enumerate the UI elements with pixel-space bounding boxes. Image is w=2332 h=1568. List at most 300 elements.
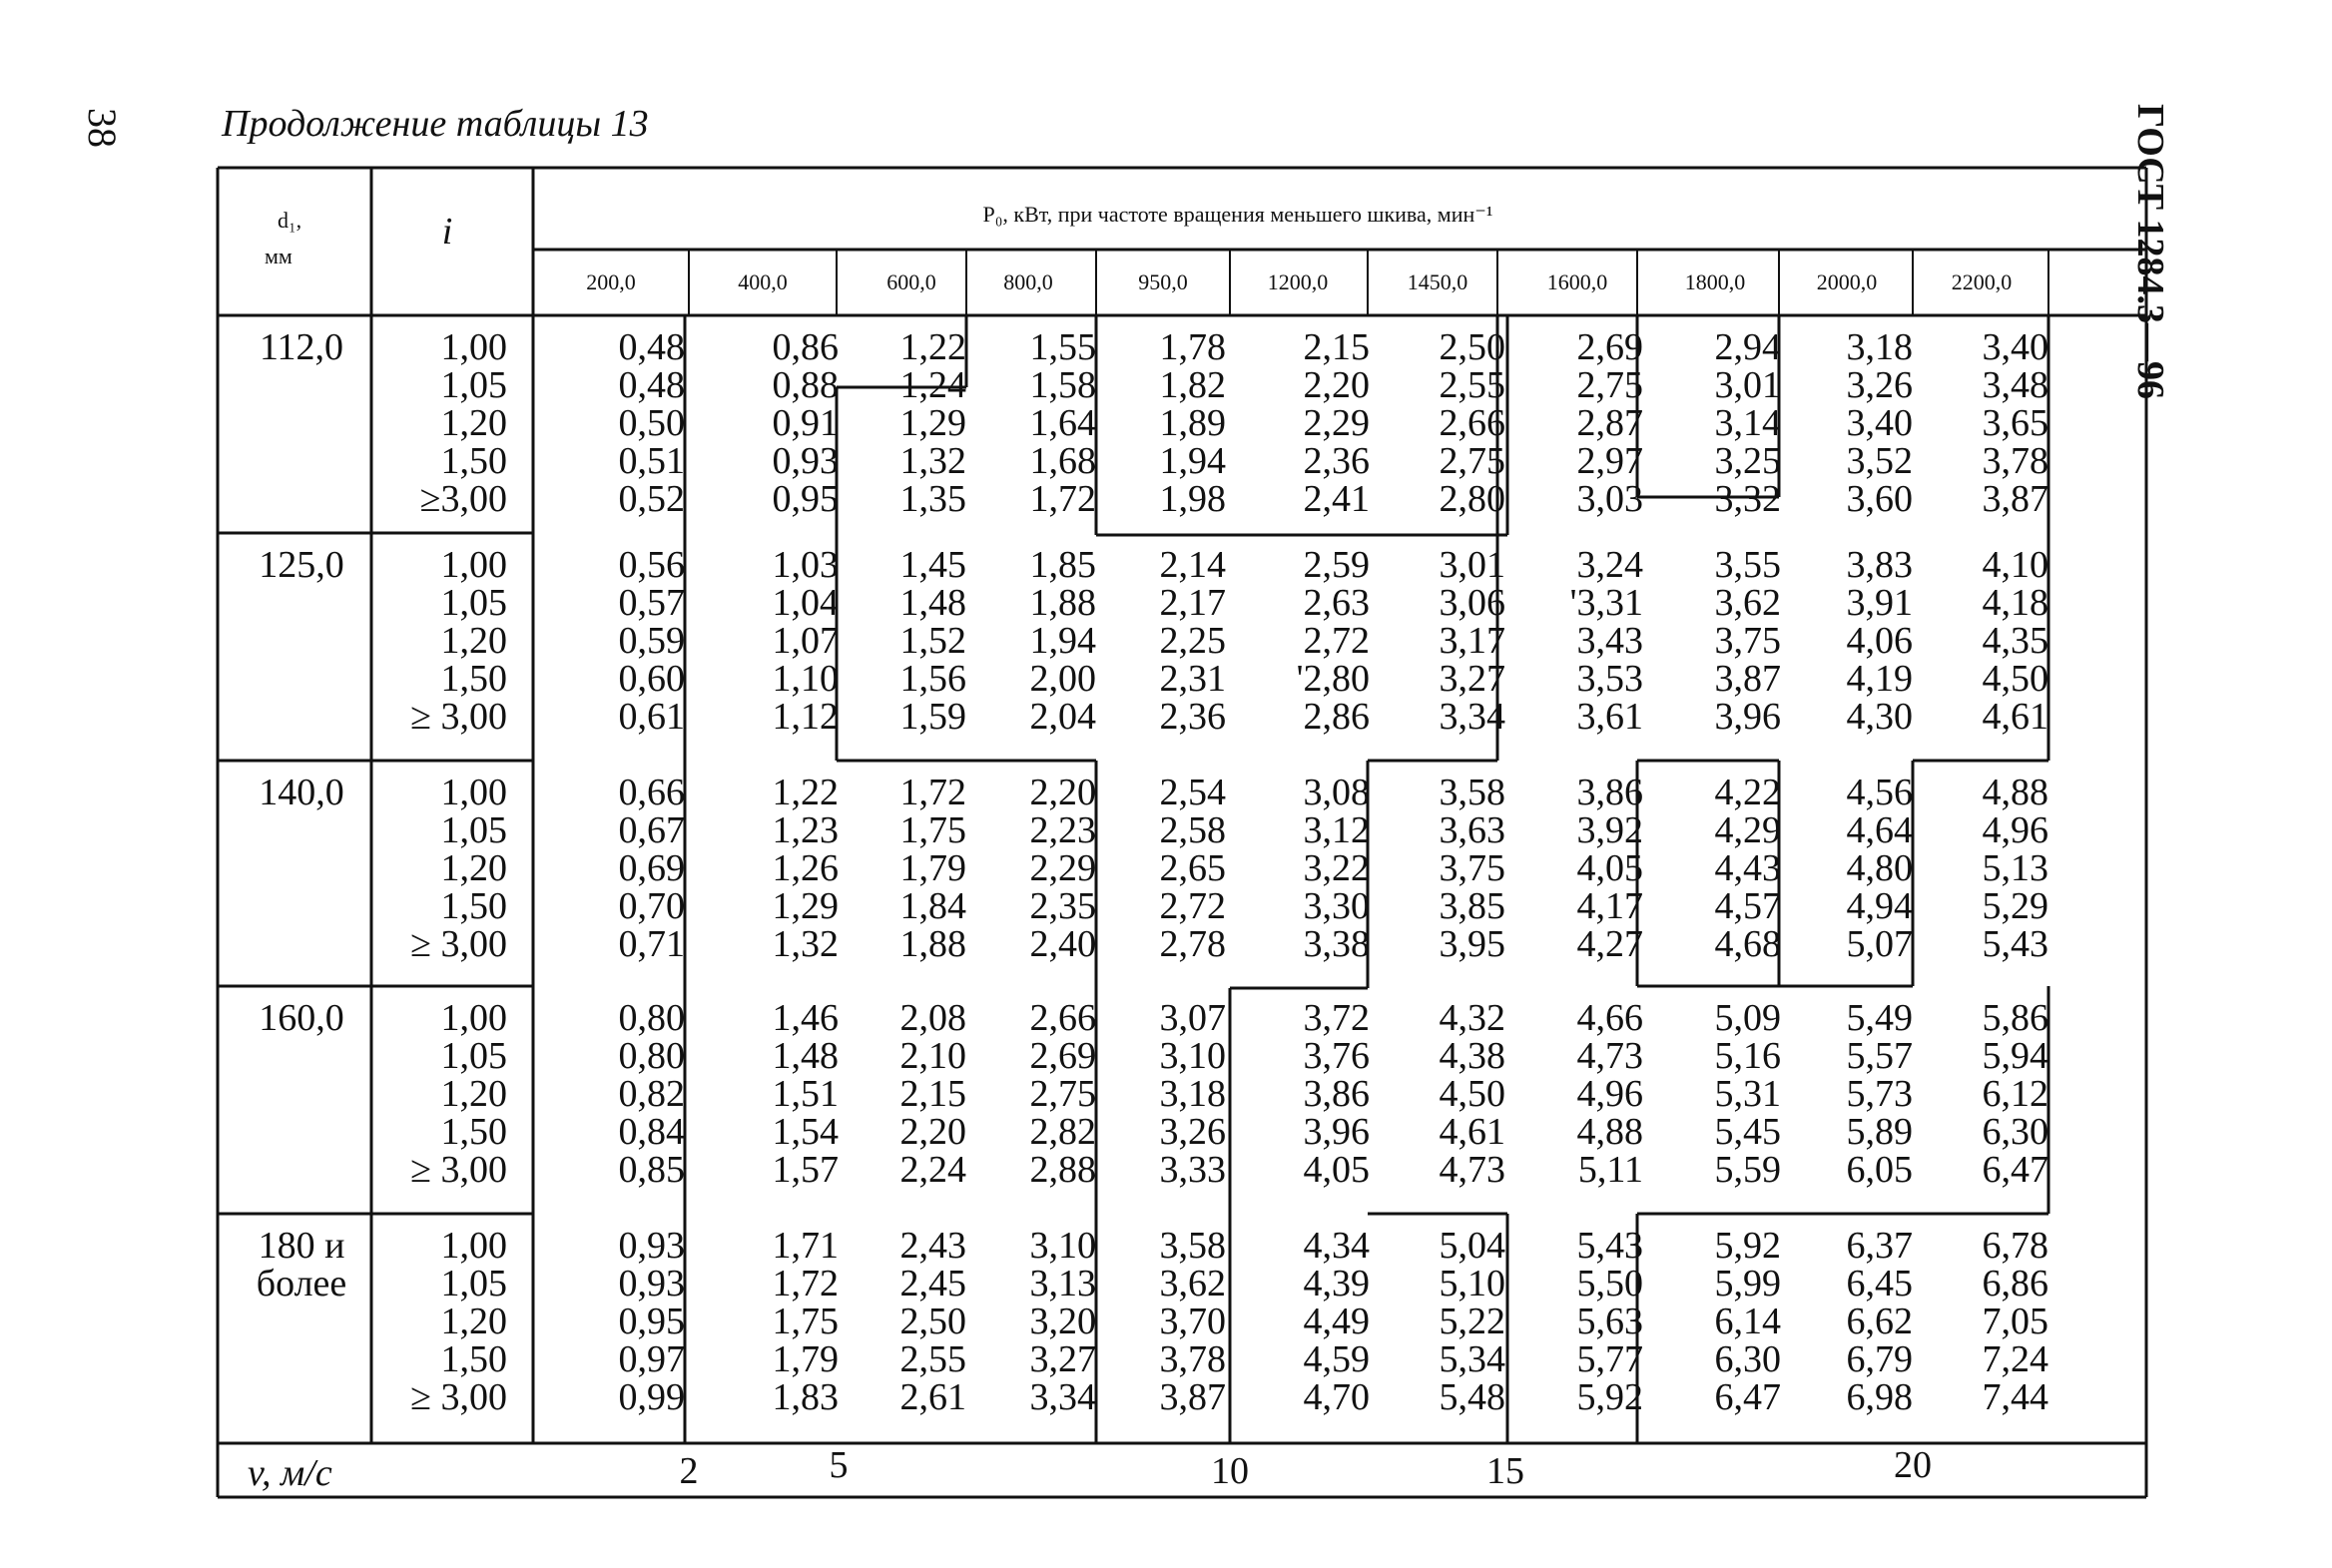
power-value: 3,12 [1303, 809, 1370, 851]
power-value: 3,25 [1714, 440, 1781, 482]
ratio-value: ≥ 3,00 [410, 923, 507, 965]
power-value: 2,20 [1029, 772, 1096, 813]
power-value: 1,45 [899, 544, 966, 586]
power-value: 0,50 [618, 402, 685, 444]
power-value: 1,72 [1029, 478, 1096, 520]
power-value: 4,96 [1576, 1073, 1643, 1115]
power-value: 1,07 [772, 620, 839, 662]
power-value: 4,06 [1846, 620, 1913, 662]
power-value: 6,79 [1846, 1338, 1913, 1380]
power-value: 1,35 [899, 478, 966, 520]
power-value: 2,15 [899, 1073, 966, 1115]
power-value: 0,91 [772, 402, 839, 444]
power-value: 1,84 [899, 885, 966, 927]
power-value: 0,56 [618, 544, 685, 586]
power-value: 3,10 [1159, 1035, 1226, 1077]
power-value: 4,64 [1846, 809, 1913, 851]
power-value: 2,87 [1576, 402, 1643, 444]
power-value: 5,99 [1714, 1263, 1781, 1305]
power-value: 3,18 [1159, 1073, 1226, 1115]
velocity-mark: 5 [829, 1444, 849, 1486]
power-value: 3,48 [1982, 364, 2048, 406]
power-value: 2,82 [1029, 1111, 1096, 1153]
power-value: 2,55 [1439, 364, 1505, 406]
power-value: 0,95 [618, 1301, 685, 1342]
power-value: 1,54 [772, 1111, 839, 1153]
power-value: 5,89 [1846, 1111, 1913, 1153]
speed-header-cell: 400,0 [738, 269, 788, 294]
page-number: 38 [80, 108, 125, 148]
ratio-value: ≥3,00 [419, 478, 507, 520]
power-value: 5,09 [1714, 997, 1781, 1039]
power-value: 4,73 [1576, 1035, 1643, 1077]
power-value: 3,20 [1029, 1301, 1096, 1342]
power-value: 1,83 [772, 1376, 839, 1418]
power-value: 1,55 [1029, 326, 1096, 368]
ratio-value: 1,50 [440, 1111, 507, 1153]
power-value: 3,34 [1439, 696, 1505, 738]
ratio-value: 1,20 [440, 847, 507, 889]
power-value: 3,10 [1029, 1225, 1096, 1267]
power-value: 0,93 [618, 1263, 685, 1305]
power-value: 5,13 [1982, 847, 2048, 889]
power-value: 0,80 [618, 997, 685, 1039]
ratio-value: 1,50 [440, 658, 507, 700]
power-value: 3,30 [1303, 885, 1370, 927]
power-value: 3,24 [1576, 544, 1643, 586]
power-value: 1,75 [899, 809, 966, 851]
power-value: 1,04 [772, 582, 839, 624]
power-value: 4,34 [1303, 1225, 1370, 1267]
power-value: 2,20 [899, 1111, 966, 1153]
power-value: 3,26 [1846, 364, 1913, 406]
velocity-scale [680, 1444, 1933, 1492]
power-value: 0,93 [618, 1225, 685, 1267]
power-value: 4,56 [1846, 772, 1913, 813]
power-value: 2,61 [899, 1376, 966, 1418]
power-value: 5,16 [1714, 1035, 1781, 1077]
speed-header-cell: 1450,0 [1407, 269, 1468, 294]
power-value: 0,48 [618, 364, 685, 406]
power-value: '3,31 [1569, 582, 1643, 624]
power-value: 1,79 [899, 847, 966, 889]
power-value: 5,86 [1982, 997, 2048, 1039]
power-value: 0,71 [618, 923, 685, 965]
power-value: 3,26 [1159, 1111, 1226, 1153]
power-value: 1,68 [1029, 440, 1096, 482]
power-value: 0,60 [618, 658, 685, 700]
power-value: 2,10 [899, 1035, 966, 1077]
power-value: 0,69 [618, 847, 685, 889]
power-value: 1,82 [1159, 364, 1226, 406]
speed-header-cell: 1800,0 [1684, 269, 1746, 294]
power-value: 3,70 [1159, 1301, 1226, 1342]
power-value: 2,88 [1029, 1149, 1096, 1191]
power-value: 7,44 [1982, 1376, 2048, 1418]
power-value: 0,97 [618, 1338, 685, 1380]
ratio-value: 1,20 [440, 1301, 507, 1342]
power-value: 0,51 [618, 440, 685, 482]
power-value: 1,56 [899, 658, 966, 700]
power-value: 4,70 [1303, 1376, 1370, 1418]
power-value: 1,22 [772, 772, 839, 813]
power-value: 2,75 [1576, 364, 1643, 406]
i-header: i [441, 211, 453, 253]
power-value: 5,04 [1439, 1225, 1505, 1267]
power-value: 5,10 [1439, 1263, 1505, 1305]
power-value: 4,80 [1846, 847, 1913, 889]
power-value: 3,01 [1439, 544, 1505, 586]
power-value: 1,48 [772, 1035, 839, 1077]
power-value: 3,76 [1303, 1035, 1370, 1077]
power-value: 3,01 [1714, 364, 1781, 406]
power-value: 3,61 [1576, 696, 1643, 738]
power-value: 7,24 [1982, 1338, 2048, 1380]
power-value: 6,78 [1982, 1225, 2048, 1267]
power-value: 1,85 [1029, 544, 1096, 586]
power-value: 5,34 [1439, 1338, 1505, 1380]
power-value: 3,62 [1159, 1263, 1226, 1305]
power-value: 3,18 [1846, 326, 1913, 368]
power-value: 3,83 [1846, 544, 1913, 586]
power-value: 3,52 [1846, 440, 1913, 482]
power-value: 6,47 [1714, 1376, 1781, 1418]
power-value: 4,18 [1982, 582, 2048, 624]
power-value: 3,78 [1159, 1338, 1226, 1380]
power-value: 1,29 [899, 402, 966, 444]
power-value: 3,96 [1303, 1111, 1370, 1153]
power-value: 2,08 [899, 997, 966, 1039]
power-value: 4,32 [1439, 997, 1505, 1039]
power-value: 5,94 [1982, 1035, 2048, 1077]
d1-value: 112,0 [259, 326, 344, 368]
power-value: 1,52 [899, 620, 966, 662]
power-value: 3,62 [1714, 582, 1781, 624]
ratio-value: 1,20 [440, 1073, 507, 1115]
power-value: 4,50 [1982, 658, 2048, 700]
ratio-value: 1,05 [440, 364, 507, 406]
power-value: 3,87 [1714, 658, 1781, 700]
power-value: 1,23 [772, 809, 839, 851]
power-value: 5,77 [1576, 1338, 1643, 1380]
speed-header-cell: 2200,0 [1951, 269, 2013, 294]
power-value: 5,57 [1846, 1035, 1913, 1077]
velocity-mark: 15 [1486, 1450, 1524, 1492]
power-value: 2,54 [1159, 772, 1226, 813]
power-value: 3,85 [1439, 885, 1505, 927]
power-value: 2,20 [1303, 364, 1370, 406]
power-value: 0,86 [772, 326, 839, 368]
power-value: 1,03 [772, 544, 839, 586]
power-value: 3,86 [1303, 1073, 1370, 1115]
power-value: 3,27 [1029, 1338, 1096, 1380]
power-value: 3,55 [1714, 544, 1781, 586]
velocity-label: v, м/с [248, 1452, 332, 1494]
power-value: 4,19 [1846, 658, 1913, 700]
power-value: 3,38 [1303, 923, 1370, 965]
power-value: 2,45 [899, 1263, 966, 1305]
power-value: 5,29 [1982, 885, 2048, 927]
ratio-value: 1,00 [440, 772, 507, 813]
power-value: 5,73 [1846, 1073, 1913, 1115]
ratio-value: 1,00 [440, 326, 507, 368]
power-value: 1,94 [1159, 440, 1226, 482]
power-value: 2,97 [1576, 440, 1643, 482]
power-value: 2,78 [1159, 923, 1226, 965]
power-value: 4,50 [1439, 1073, 1505, 1115]
power-value: 3,13 [1029, 1263, 1096, 1305]
speed-header-cell: 800,0 [1003, 269, 1053, 294]
power-value: 4,27 [1576, 923, 1643, 965]
power-value: 0,84 [618, 1111, 685, 1153]
power-value: 2,80 [1439, 478, 1505, 520]
power-value: 4,57 [1714, 885, 1781, 927]
power-value: 3,32 [1714, 478, 1781, 520]
power-value: 4,10 [1982, 544, 2048, 586]
power-value: 4,30 [1846, 696, 1913, 738]
power-value: 3,14 [1714, 402, 1781, 444]
power-value: 3,43 [1576, 620, 1643, 662]
power-value: 0,70 [618, 885, 685, 927]
power-value: 0,48 [618, 326, 685, 368]
speed-header-cell: 1600,0 [1546, 269, 1608, 294]
power-value: 4,39 [1303, 1263, 1370, 1305]
power-value: 5,49 [1846, 997, 1913, 1039]
power-value: 1,72 [899, 772, 966, 813]
power-value: 2,63 [1303, 582, 1370, 624]
power-value: 2,50 [1439, 326, 1505, 368]
power-value: 4,29 [1714, 809, 1781, 851]
power-value: 3,92 [1576, 809, 1643, 851]
ratio-value: 1,20 [440, 402, 507, 444]
power-value: 3,34 [1029, 1376, 1096, 1418]
power-value: 2,15 [1303, 326, 1370, 368]
power-value: 3,03 [1576, 478, 1643, 520]
power-value: 5,43 [1982, 923, 2048, 965]
power-value: 6,12 [1982, 1073, 2048, 1115]
power-value: 3,58 [1439, 772, 1505, 813]
power-value: 5,11 [1577, 1149, 1643, 1191]
power-value: 5,63 [1576, 1301, 1643, 1342]
table-caption: Продолжение таблицы 13 [222, 103, 649, 145]
power-value: 6,45 [1846, 1263, 1913, 1305]
power-value: 0,88 [772, 364, 839, 406]
power-value: 2,04 [1029, 696, 1096, 738]
power-value: 1,75 [772, 1301, 839, 1342]
power-value: 2,50 [899, 1301, 966, 1342]
ratio-value: 1,50 [440, 885, 507, 927]
power-value: 3,87 [1159, 1376, 1226, 1418]
power-value: 4,68 [1714, 923, 1781, 965]
power-value: 2,94 [1714, 326, 1781, 368]
power-value: 3,27 [1439, 658, 1505, 700]
power-value: 2,59 [1303, 544, 1370, 586]
power-value: 3,40 [1846, 402, 1913, 444]
power-value: 3,87 [1982, 478, 2048, 520]
power-value: 0,85 [618, 1149, 685, 1191]
d1-value: 140,0 [259, 772, 344, 813]
d1-value: 125,0 [259, 544, 344, 586]
ratio-value: 1,00 [440, 997, 507, 1039]
power-value: 2,75 [1029, 1073, 1096, 1115]
power-value: 4,49 [1303, 1301, 1370, 1342]
power-value: 4,96 [1982, 809, 2048, 851]
power-value: 1,78 [1159, 326, 1226, 368]
ratio-value: ≥ 3,00 [410, 696, 507, 738]
power-value: 0,80 [618, 1035, 685, 1077]
power-value: 4,35 [1982, 620, 2048, 662]
power-value: 2,86 [1303, 696, 1370, 738]
speed-header-cell: 600,0 [886, 269, 936, 294]
ratio-value: 1,05 [440, 582, 507, 624]
power-value: 3,40 [1982, 326, 2048, 368]
power-value: 2,65 [1159, 847, 1226, 889]
power-value: 4,61 [1439, 1111, 1505, 1153]
power-value: 0,99 [618, 1376, 685, 1418]
power-value: 0,61 [618, 696, 685, 738]
ratio-value: 1,05 [440, 809, 507, 851]
power-value: 1,32 [772, 923, 839, 965]
power-value: 1,51 [772, 1073, 839, 1115]
power-value: 3,72 [1303, 997, 1370, 1039]
power-value: 6,30 [1714, 1338, 1781, 1380]
power-value: 3,96 [1714, 696, 1781, 738]
power-value: 3,58 [1159, 1225, 1226, 1267]
velocity-mark: 2 [679, 1450, 699, 1492]
power-value: 3,63 [1439, 809, 1505, 851]
power-value: 5,50 [1576, 1263, 1643, 1305]
power-value: 2,00 [1029, 658, 1096, 700]
power-value: 5,48 [1439, 1376, 1505, 1418]
speed-header-cell: 950,0 [1138, 269, 1188, 294]
power-value: 4,43 [1714, 847, 1781, 889]
power-value: 3,53 [1576, 658, 1643, 700]
power-value: 4,88 [1982, 772, 2048, 813]
power-value: 4,66 [1576, 997, 1643, 1039]
power-value: 0,95 [772, 478, 839, 520]
power-value: 2,66 [1029, 997, 1096, 1039]
power-value: 4,94 [1846, 885, 1913, 927]
power-value: 2,55 [899, 1338, 966, 1380]
velocity-mark: 20 [1894, 1444, 1932, 1486]
power-value: 2,36 [1159, 696, 1226, 738]
power-value: 6,98 [1846, 1376, 1913, 1418]
power-value: 4,88 [1576, 1111, 1643, 1153]
ratio-value: 1,50 [440, 440, 507, 482]
power-value: 4,17 [1576, 885, 1643, 927]
power-value: 0,93 [772, 440, 839, 482]
power-value: 1,94 [1029, 620, 1096, 662]
speed-header-cell: 200,0 [586, 269, 636, 294]
power-value: 5,31 [1714, 1073, 1781, 1115]
power-value: 4,05 [1303, 1149, 1370, 1191]
power-value: 7,05 [1982, 1301, 2048, 1342]
ratio-value: 1,00 [440, 1225, 507, 1267]
power-value: 2,43 [899, 1225, 966, 1267]
power-value: 1,46 [772, 997, 839, 1039]
power-value: 2,72 [1159, 885, 1226, 927]
power-value: 2,40 [1029, 923, 1096, 965]
power-value: 3,06 [1439, 582, 1505, 624]
ratio-value: 1,50 [440, 1338, 507, 1380]
power-value: 6,62 [1846, 1301, 1913, 1342]
power-value: 1,79 [772, 1338, 839, 1380]
power-value: 0,82 [618, 1073, 685, 1115]
power-value: 0,52 [618, 478, 685, 520]
power-value: 2,31 [1159, 658, 1226, 700]
power-value: 5,07 [1846, 923, 1913, 965]
power-value: 3,60 [1846, 478, 1913, 520]
power-value: 5,92 [1576, 1376, 1643, 1418]
power-value: '2,80 [1296, 658, 1370, 700]
power-value: 2,75 [1439, 440, 1505, 482]
power-value: 2,58 [1159, 809, 1226, 851]
power-value: 2,69 [1029, 1035, 1096, 1077]
power-value: 6,05 [1846, 1149, 1913, 1191]
speed-header-cell: 1200,0 [1267, 269, 1329, 294]
power-value: 1,64 [1029, 402, 1096, 444]
power-value: 6,14 [1714, 1301, 1781, 1342]
power-value: 1,32 [899, 440, 966, 482]
power-value: 1,71 [772, 1225, 839, 1267]
ratio-value: ≥ 3,00 [410, 1376, 507, 1418]
power-value: 5,45 [1714, 1111, 1781, 1153]
power-value: 3,65 [1982, 402, 2048, 444]
standard-code: ГОСТ 1284.3—96 [2129, 104, 2171, 400]
power-value: 1,24 [899, 364, 966, 406]
power-value: 4,59 [1303, 1338, 1370, 1380]
velocity-mark: 10 [1211, 1450, 1249, 1492]
ratio-value: 1,00 [440, 544, 507, 586]
d1-value: 180 и [258, 1225, 345, 1267]
power-value: 6,30 [1982, 1111, 2048, 1153]
power-value: 0,59 [618, 620, 685, 662]
power-value: 3,86 [1576, 772, 1643, 813]
speed-header-row [586, 269, 2012, 294]
power-value: 3,33 [1159, 1149, 1226, 1191]
power-value: 3,07 [1159, 997, 1226, 1039]
power-value: 5,59 [1714, 1149, 1781, 1191]
ratio-value: ≥ 3,00 [410, 1149, 507, 1191]
power-value: 1,26 [772, 847, 839, 889]
power-value: 1,59 [899, 696, 966, 738]
power-value: 4,61 [1982, 696, 2048, 738]
power-value: 2,25 [1159, 620, 1226, 662]
power-value: 2,23 [1029, 809, 1096, 851]
power-value: 0,66 [618, 772, 685, 813]
power-value: 2,17 [1159, 582, 1226, 624]
power-value: 2,29 [1029, 847, 1096, 889]
d1-unit: мм [265, 244, 292, 268]
power-value: 1,10 [772, 658, 839, 700]
power-value: 2,66 [1439, 402, 1505, 444]
power-value: 4,73 [1439, 1149, 1505, 1191]
power-value: 3,08 [1303, 772, 1370, 813]
d1-value: более [256, 1263, 347, 1305]
power-value: 3,22 [1303, 847, 1370, 889]
power-value: 0,57 [618, 582, 685, 624]
power-value: 2,36 [1303, 440, 1370, 482]
power-value: 5,22 [1439, 1301, 1505, 1342]
power-value: 2,35 [1029, 885, 1096, 927]
d1-value: 160,0 [259, 997, 344, 1039]
power-value: 4,38 [1439, 1035, 1505, 1077]
power-value: 2,72 [1303, 620, 1370, 662]
power-value: 2,14 [1159, 544, 1226, 586]
ratio-value: 1,05 [440, 1263, 507, 1305]
power-value: 1,12 [772, 696, 839, 738]
power-value: 3,75 [1714, 620, 1781, 662]
